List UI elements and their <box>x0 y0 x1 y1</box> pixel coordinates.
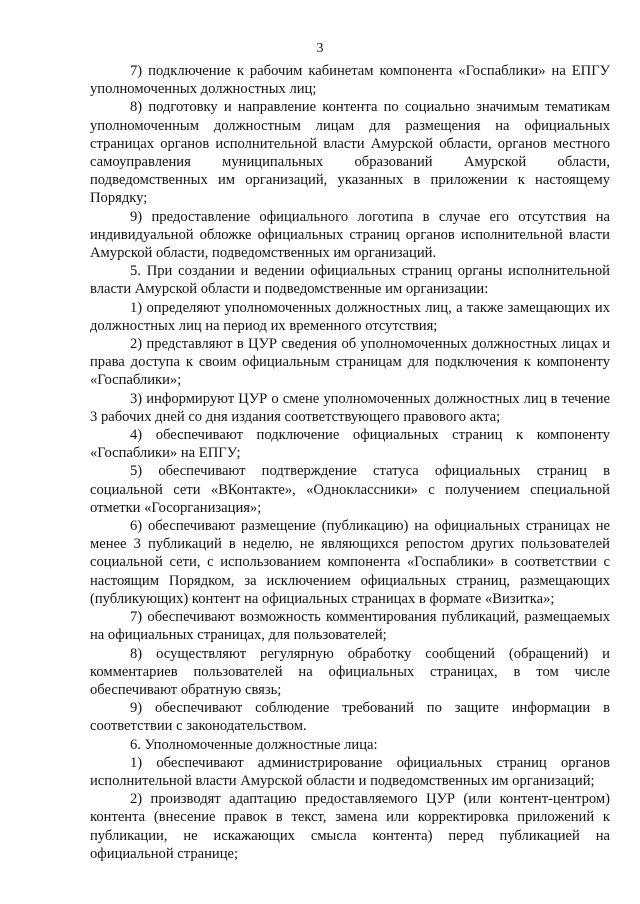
paragraph-6-2-adaptation: 2) производят адаптацию предоставляемого ЦУР (или контент-центром) контента (внесение правок в текст, замена или корректировка приложений к публикации, не искажающих смысла контента) перед публикацией на официальной странице; <box>90 791 610 862</box>
paragraph-5-9-security: 9) обеспечивают соблюдение требований по защите информации в соответствии с законодательством. <box>90 700 610 735</box>
paragraph-item-8-content-preparation: 8) подготовку и направление контента по социально значимым тематикам уполномоченным должностным лицам для размещения на официальных страницах органов исполнительной власти Амурской области, органов местного самоуправления муниципальных образований Амурской области, подведомственных им организаций, указанных в приложении к настоящему Порядку; <box>90 99 610 207</box>
paragraph-5-5-status: 5) обеспечивают подтверждение статуса официальных страниц в социальной сети «ВКонтакте», «Одноклассники» с получением специальной отметки «Госорганизация»; <box>90 463 610 516</box>
paragraph-5-8-feedback: 8) осуществляют регулярную обработку сообщений (обращений) и комментариев пользователей на официальных страницах, в том числе обеспечивают обратную связь; <box>90 645 610 698</box>
paragraph-5-6-publications: 6) обеспечивают размещение (публикацию) на официальных страницах не менее 3 публикаций в неделю, не являющихся репостом других пользователей социальной сети, с использованием компонента «Госпаблики» в соответствии с настоящим Порядком, за исключением официальных страниц, размещающих (публикующих) контент на официальных страницах в формате «Визитка»; <box>90 518 610 607</box>
document-body <box>90 62 610 863</box>
paragraph-item-9-official-logo: 9) предоставление официального логотипа в случае его отсутствия на индивидуальной обложке официальных страниц органов исполнительной власти Амурской области, подведомственных им организаций. <box>90 208 610 262</box>
paragraph-section-5-intro: 5. При создании и ведении официальных страниц органы исполнительной власти Амурской области и подведомственные им организации: <box>90 263 610 298</box>
paragraph-5-2-access: 2) представляют в ЦУР сведения об уполномоченных должностных лицах и права доступа к своим официальным страницам для подключения к компоненту «Госпаблики»; <box>90 336 610 389</box>
paragraph-section-6-intro: 6. Уполномоченные должностные лица: <box>130 736 378 753</box>
page-number: 3 <box>316 41 324 56</box>
paragraph-5-4-connect: 4) обеспечивают подключение официальных страниц к компоненту «Госпаблики» на ЕПГУ; <box>90 427 610 462</box>
paragraph-5-7-comments: 7) обеспечивают возможность комментирования публикаций, размещаемых на официальных страницах, для пользователей; <box>90 609 610 644</box>
paragraph-5-3-notify: 3) информируют ЦУР о смене уполномоченных должностных лиц в течение 3 рабочих дней со дня издания соответствующего правового акта; <box>90 390 610 425</box>
paragraph-item-7-gospabliki-connection: 7) подключение к рабочим кабинетам компонента «Госпаблики» на ЕПГУ уполномоченных должностных лиц; <box>90 63 610 98</box>
paragraph-5-1-officials: 1) определяют уполномоченных должностных лиц, а также замещающих их должностных лиц на период их временного отсутствия; <box>90 299 610 334</box>
paragraph-6-1-administration: 1) обеспечивают администрирование официальных страниц органов исполнительной власти Амурской области и подведомственных им организаций; <box>90 754 610 789</box>
